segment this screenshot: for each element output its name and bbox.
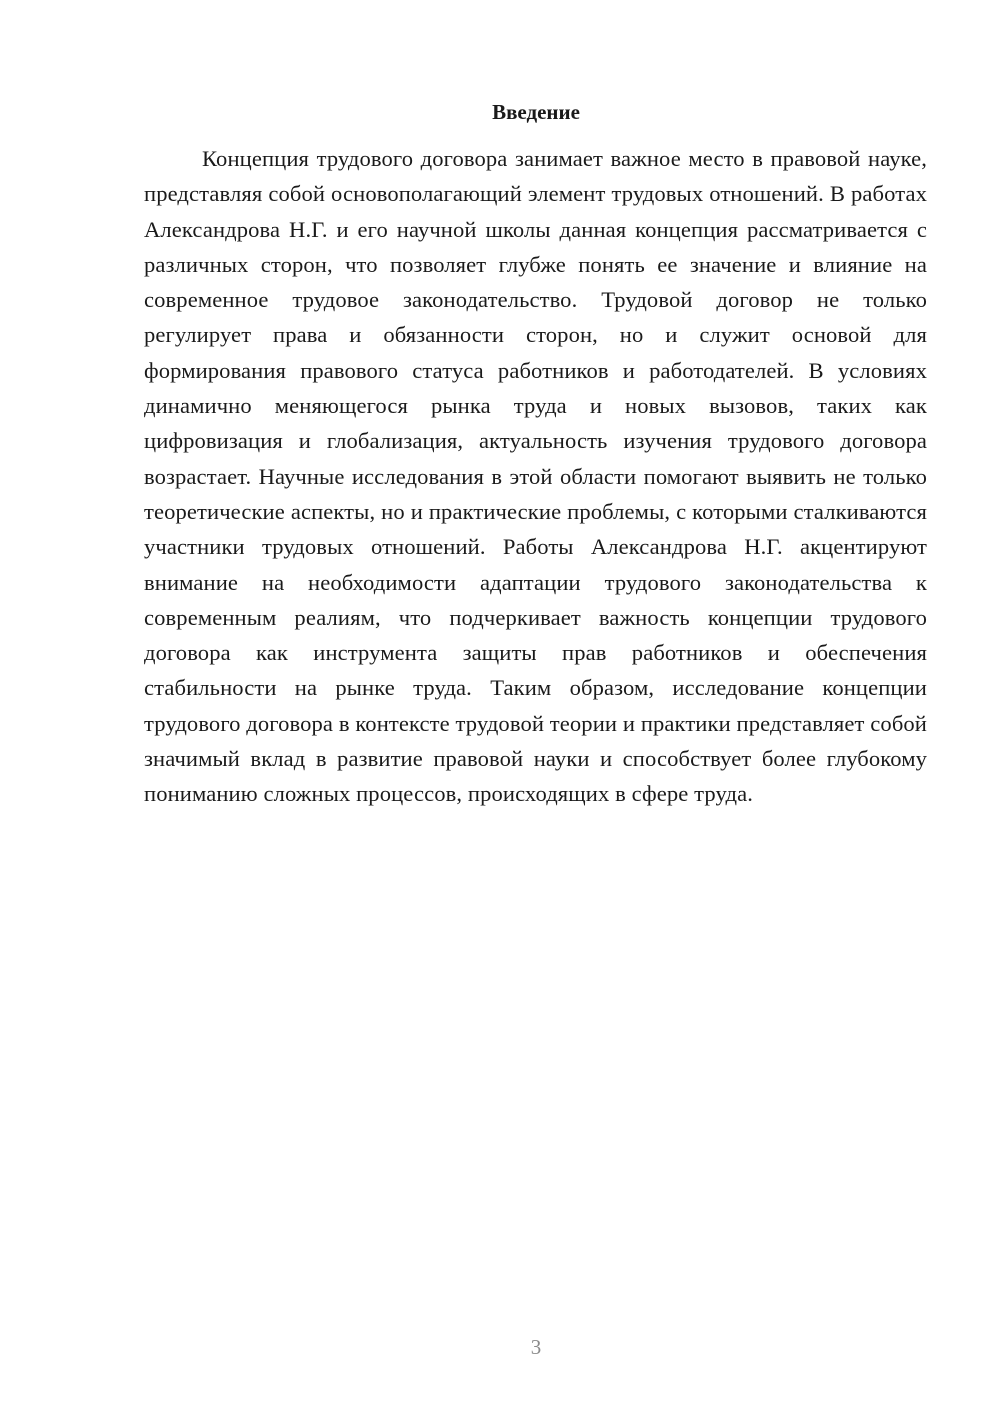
body-paragraph: Концепция трудового договора занимает важное место в правовой науке, представляя собой основополагающий элемент трудовых отношений. В работах Александрова Н.Г. и его научной школы данная концепция рассматривается с различных сторон, что позволяет глубже понять ее значение и влияние на современное трудовое законодательство. Трудовой договор не только регулирует права и обязанности сторон, но и служит основой для формирования правового статуса работников и работодателей. В условиях динамично меняющегося рынка труда и новых вызовов, таких как цифровизация и глобализация, актуальность изучения трудового договора возрастает. Научные исследования в этой области помогают выявить не только теоретические аспекты, но и практические проблемы, с которыми сталкиваются участники трудовых отношений. Работы Александрова Н.Г. акцентируют внимание на необходимости адаптации трудового законодательства к современным реалиям, что подчеркивает важность концепции трудового договора как инструмента защиты прав работников и обеспечения стабильности на рынке труда. Таким образом, исследование концепции трудового договора в контексте трудовой теории и практики представляет собой значимый вклад в развитие правовой науки и способствует более глубокому пониманию сложных процессов, происходящих в сфере труда.	[144, 146, 927, 807]
section-heading: Введение	[492, 100, 580, 124]
page-number: 3	[530, 1335, 542, 1359]
